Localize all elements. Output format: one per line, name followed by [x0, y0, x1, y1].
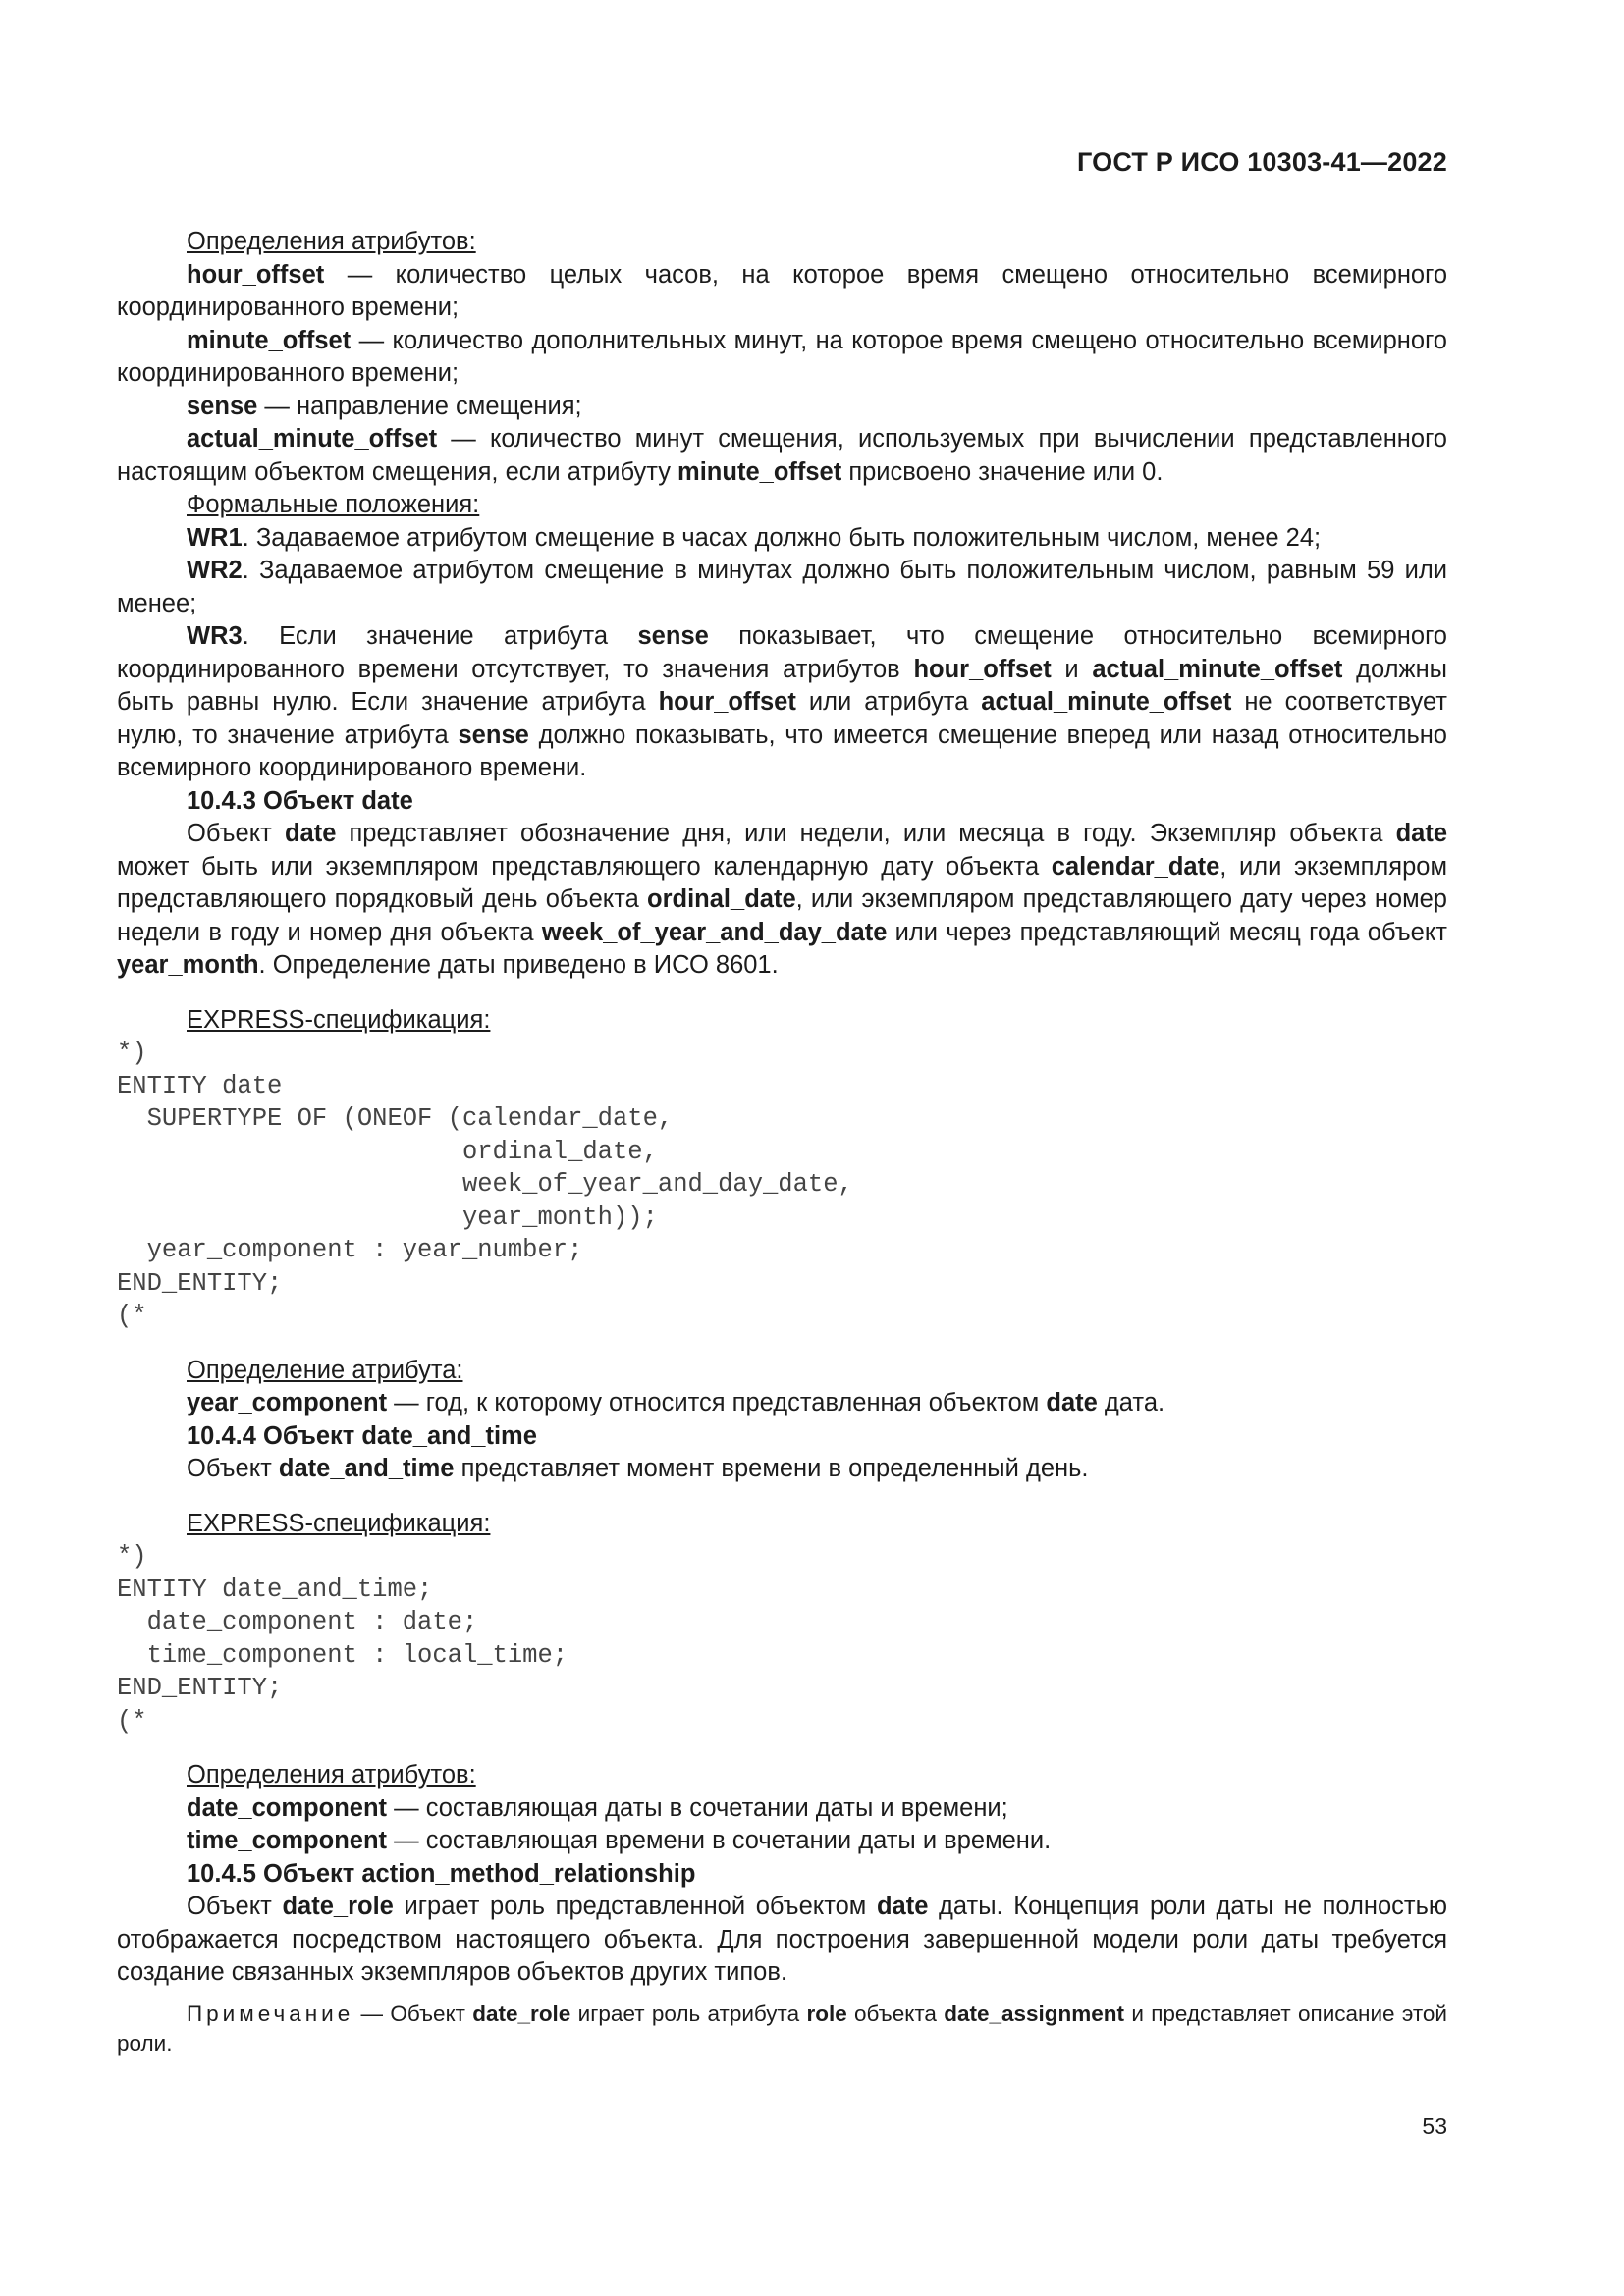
section-title-action-method-relationship: 10.4.5 Объект action_method_relationship: [187, 1859, 696, 1888]
term: minute_offset: [187, 326, 352, 354]
note-label: Примечание: [187, 2001, 354, 2026]
formal-heading: Формальные положения:: [187, 491, 480, 518]
rule-wr1: WR1. Задаваемое атрибутом смещение в часах должно быть положительным числом, менее 24;: [187, 523, 1322, 552]
def-date-component: date_component — составляющая даты в сочетании даты и времени;: [187, 1793, 1008, 1822]
attr-def-heading-date: Определение атрибута:: [187, 1356, 463, 1384]
def-actual-minute-offset: actual_minute_offset — количество минут смещения, используемых при вычислении представленного настоящим объектом смещения, если атрибуту minute_offset присвоено значение или 0.: [117, 425, 1447, 486]
note: Примечание — Объект date_role играет роль атрибута role объекта date_assignment и представляет описание этой роли.: [117, 2001, 1447, 2056]
spacer: [117, 1990, 1447, 2000]
attr-defs-heading-date-and-time: Определения атрибутов:: [187, 1761, 476, 1789]
attr-defs-heading: Определения атрибутов:: [187, 228, 476, 255]
express-code-date-and-time: *) ENTITY date_and_time; date_component : date; time_component : local_time; END_ENTITY; (*: [117, 1542, 568, 1735]
term: actual_minute_offset: [187, 425, 438, 453]
date-description: Объект date представляет обозначение дня, или недели, или месяца в году. Экземпляр объекта date может быть или экземпляром представляющего календарную дату объекта calendar_date, или экземпляром представляющего порядковый день объекта ordinal_date, или экземпляром представляющего дату через номер недели в году и номер дня объекта week_of_year_and_day_date или через представляющий месяц года объект year_month. Определение даты приведено в ИСО 8601.: [117, 820, 1447, 979]
def-minute-offset: minute_offset — количество дополнительных минут, на которое время смещено относительно всемирного координированного времени;: [117, 326, 1447, 387]
action-method-relationship-description: Объект date_role играет роль представленной объектом date даты. Концепция роли даты не полностью отображается посредством настоящего объекта. Для построения завершенной модели роли даты требуется создание связанных экземпляров объектов других типов.: [117, 1893, 1447, 1986]
term: sense: [187, 392, 258, 420]
spacer: [117, 983, 1447, 1004]
page-number: 53: [1422, 2113, 1447, 2139]
term: hour_offset: [187, 260, 325, 289]
express-heading-date-and-time: EXPRESS-спецификация:: [187, 1509, 491, 1537]
page-content: [117, 226, 1447, 2058]
express-code-date: *) ENTITY date SUPERTYPE OF (ONEOF (calendar_date, ordinal_date, week_of_year_and_day_date, year_month)); year_component : year_number; END_ENTITY; (*: [117, 1039, 853, 1330]
rule-wr2: WR2. Задаваемое атрибутом смещение в минутах должно быть положительным числом, равным 59 или менее;: [117, 557, 1447, 617]
def-year-component: year_component — год, к которому относится представленная объектом date дата.: [187, 1389, 1165, 1416]
spacer: [117, 1737, 1447, 1759]
section-title-date: 10.4.3 Объект date: [187, 786, 413, 815]
def-sense: sense — направление смещения;: [187, 392, 582, 420]
spacer: [117, 1333, 1447, 1355]
spacer: [117, 1486, 1447, 1508]
section-title-date-and-time: 10.4.4 Объект date_and_time: [187, 1421, 537, 1450]
rule-wr3: WR3. Если значение атрибута sense показывает, что смещение относительно всемирного координированного времени отсутствует, то значения атрибутов hour_offset и actual_minute_offset должны быть равны нулю. Если значение атрибута hour_offset или атрибута actual_minute_offset не соответствует нулю, то значение атрибута sense должно показывать, что имеется смещение вперед или назад относительно всемирного координированого времени.: [117, 622, 1447, 781]
def-hour-offset: hour_offset — количество целых часов, на которое время смещено относительно всемирного координированного времени;: [117, 260, 1447, 321]
def-time-component: time_component — составляющая времени в сочетании даты и времени.: [187, 1827, 1052, 1854]
express-heading-date: EXPRESS-спецификация:: [187, 1005, 491, 1034]
document-header: ГОСТ Р ИСО 10303-41—2022: [1077, 147, 1447, 177]
date-and-time-description: Объект date_and_time представляет момент времени в определенный день.: [187, 1455, 1089, 1482]
